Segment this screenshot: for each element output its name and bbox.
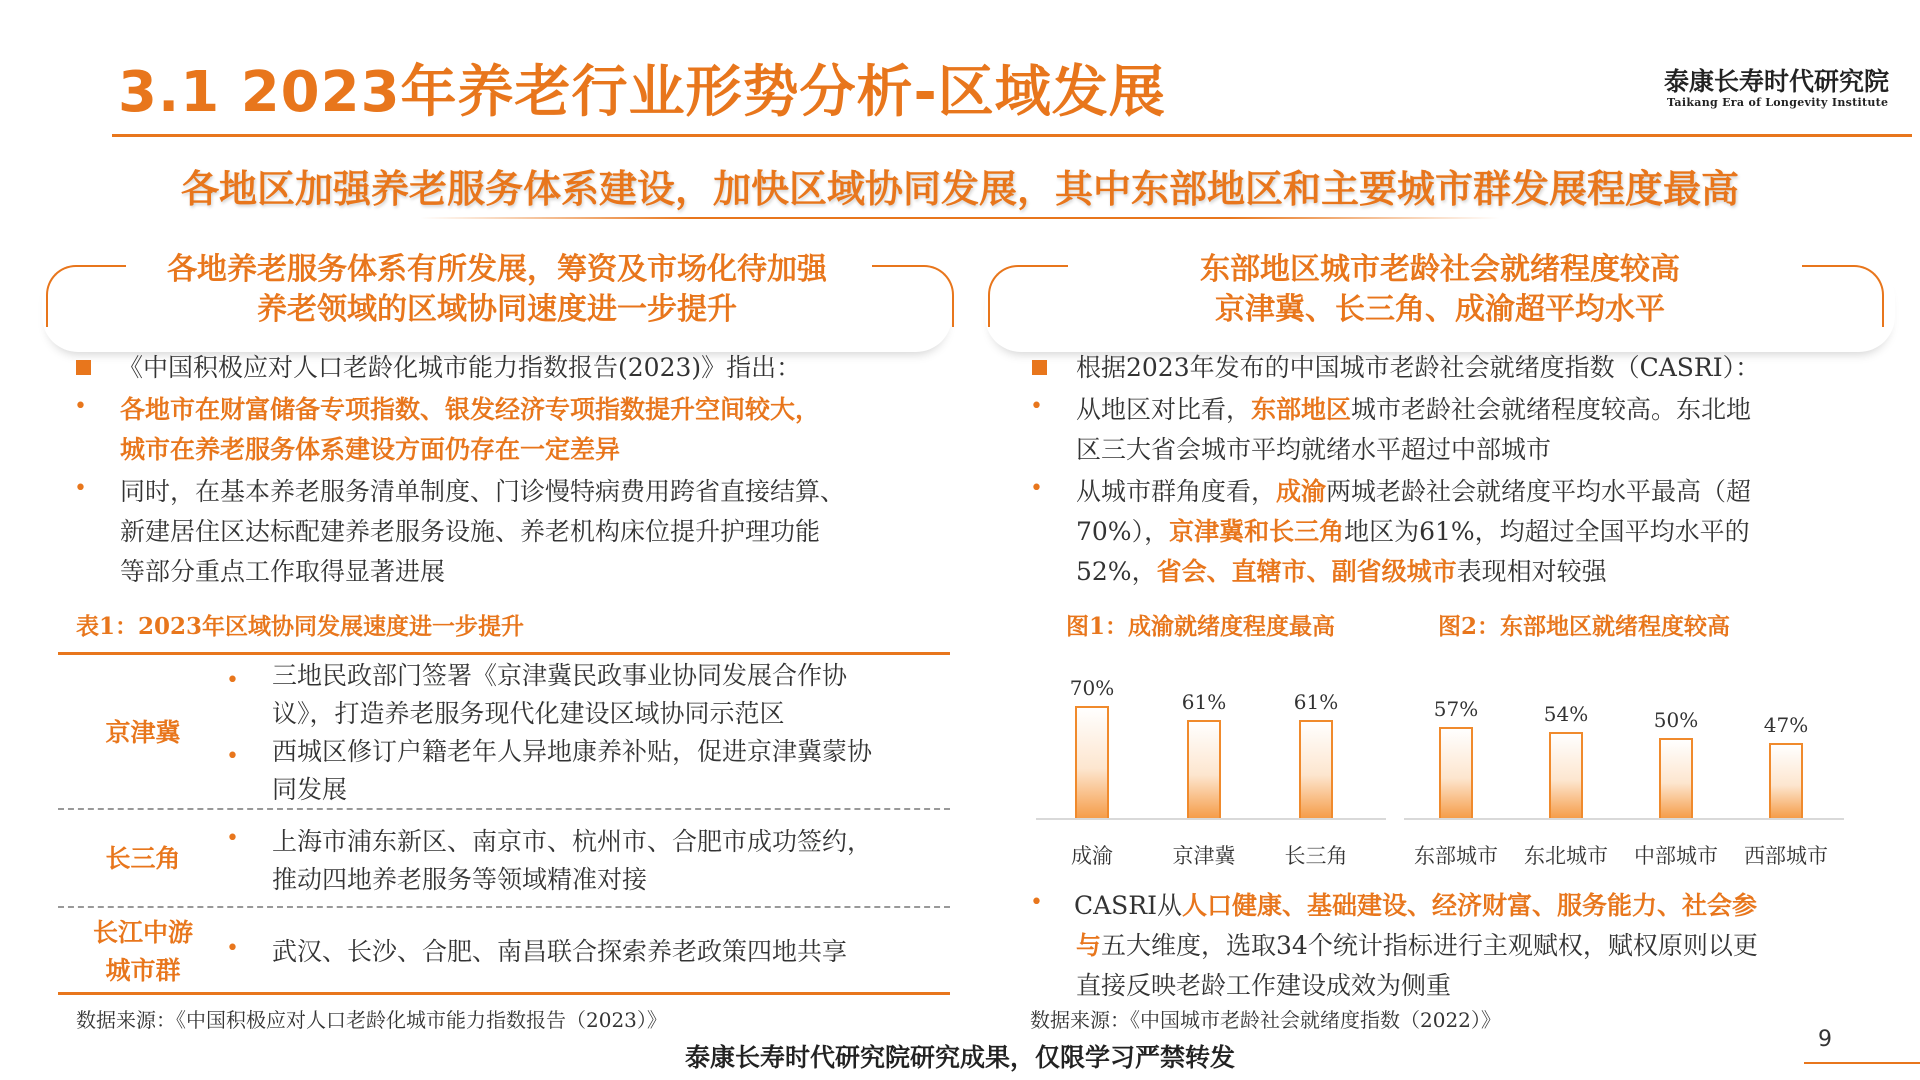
- headline: 各地区加强养老服务体系建设，加快区域协同发展，其中东部地区和主要城市群发展程度最高: [180, 167, 1739, 211]
- left-intro: 《中国积极应对人口老龄化城市能力指数报告(2023)》指出：: [118, 353, 802, 382]
- table-cell-line: 上海市浦东新区、南京市、杭州市、合肥市成功签约，: [272, 827, 873, 856]
- right-source: 数据来源：《中国城市老龄社会就绪度指数（2022）》: [1030, 1008, 1501, 1032]
- bullet-dot-icon: •: [1030, 890, 1043, 915]
- table-row-label: 长三角: [105, 844, 181, 873]
- bar-value-label: 47%: [1763, 713, 1809, 737]
- table-cell-line: 推动四地养老服务等领域精准对接: [272, 865, 648, 894]
- text-run: 从地区对比看，: [1076, 395, 1252, 424]
- right-bullet1-line2: 区三大省会城市平均就绪水平超过中部城市: [1076, 435, 1552, 464]
- right-bullet2-line3: [1076, 552, 1607, 592]
- bar-category-label: 长三角: [1284, 844, 1348, 868]
- table-cell-line: 武汉、长沙、合肥、南昌联合探索养老政策四地共享: [272, 937, 848, 966]
- left-bullet2-line2: 新建居住区达标配建养老服务设施、养老机构床位提升护理功能: [120, 517, 821, 546]
- chart-baseline: [1404, 818, 1844, 820]
- right-bullet1-line1: [1076, 390, 1751, 430]
- title-underline: [112, 134, 1912, 137]
- headline-rule: [420, 217, 1500, 219]
- footer-note: 泰康长寿时代研究院研究成果，仅限学习严禁转发: [684, 1043, 1235, 1072]
- highlight-run: 京津冀和长三角: [1169, 517, 1345, 546]
- text-run: 城市老龄社会就绪程度较高。东北地: [1351, 395, 1752, 424]
- highlight-run: 东部地区: [1251, 395, 1352, 424]
- text-run: 两城老龄社会就绪度平均水平最高（超: [1326, 477, 1752, 506]
- text-run: 表现相对较强: [1456, 557, 1607, 586]
- table-cell-line: 同发展: [272, 775, 348, 804]
- bullet-dot-icon: •: [226, 826, 239, 851]
- text-run: 五大维度，选取34个统计指标进行主观赋权，赋权原则以更: [1101, 931, 1758, 960]
- left-bullet2-line3: 等部分重点工作取得显著进展: [120, 557, 446, 586]
- left-bullet1-line1: 各地市在财富储备专项指数、银发经济专项指数提升空间较大，: [120, 395, 821, 424]
- right-intro: 根据2023年发布的中国城市老龄社会就绪度指数（CASRI）：: [1076, 353, 1761, 382]
- highlight-run: 与: [1076, 931, 1102, 960]
- corner-rule: [1804, 1062, 1920, 1064]
- text-run: 70%），: [1076, 517, 1170, 546]
- right-section-title-1: 东部地区城市老龄社会就绪程度较高: [1200, 252, 1680, 287]
- bullet-dot-icon: •: [1030, 476, 1043, 501]
- left-section-title-1: 各地养老服务体系有所发展，筹资及市场化待加强: [167, 252, 827, 287]
- highlight-run: 人口健康、基础建设、经济财富、服务能力、社会参: [1182, 891, 1758, 920]
- logo-text-cn: 泰康长寿时代研究院: [1664, 67, 1890, 96]
- left-section-title-2: 养老领域的区域协同速度进一步提升: [257, 292, 737, 327]
- page-title: 3.1 2023年养老行业形势分析-区域发展: [118, 60, 1166, 125]
- text-run: CASRI从: [1074, 891, 1183, 920]
- bullet-dot-icon: •: [74, 476, 87, 501]
- bullet-dot-icon: •: [1030, 394, 1043, 419]
- table-row-label: 长江中游: [92, 918, 193, 947]
- chart-baseline: [1036, 818, 1386, 820]
- bar-东部城市: [1439, 727, 1473, 818]
- page-number: 9: [1818, 1027, 1832, 1052]
- right-bullet2-line2: [1076, 512, 1750, 552]
- left-source: 数据来源：《中国积极应对人口老龄化城市能力指数报告（2023）》: [76, 1008, 667, 1032]
- text-run: 52%，: [1076, 557, 1157, 586]
- bar-category-label: 东部城市: [1414, 844, 1498, 868]
- table-row-label: 城市群: [105, 956, 181, 985]
- highlight-run: 成渝: [1276, 477, 1327, 506]
- logo-text-en: Taikang Era of Longevity Institute: [1667, 96, 1889, 109]
- table-row-divider: [58, 808, 950, 810]
- bar-category-label: 成渝: [1071, 844, 1113, 868]
- bullet-dot-icon: •: [74, 394, 87, 419]
- bar-西部城市: [1769, 743, 1803, 818]
- bar-东北城市: [1549, 732, 1583, 818]
- left-bullet1-line2: 城市在养老服务体系建设方面仍存在一定差异: [120, 435, 621, 464]
- figure2-title: 图2：东部地区就绪程度较高: [1438, 613, 1731, 640]
- table-top-rule: [58, 652, 950, 655]
- bar-value-label: 50%: [1653, 708, 1699, 732]
- bar-category-label: 西部城市: [1744, 844, 1828, 868]
- bar-value-label: 54%: [1543, 702, 1589, 726]
- bar-value-label: 61%: [1181, 690, 1227, 714]
- table-row-divider: [58, 906, 950, 908]
- table-cell-line: 三地民政部门签署《京津冀民政事业协同发展合作协: [272, 661, 848, 690]
- chart-2: [1404, 640, 1844, 868]
- square-bullet-icon: [76, 360, 91, 375]
- bullet-dot-icon: •: [226, 668, 239, 693]
- bullet-dot-icon: •: [226, 936, 239, 961]
- right-bullet3-line3: 直接反映老龄工作建设成效为侧重: [1076, 971, 1452, 1000]
- left-bullet2-line1: 同时，在基本养老服务清单制度、门诊慢特病费用跨省直接结算、: [120, 477, 846, 506]
- text-run: 从城市群角度看，: [1076, 477, 1277, 506]
- bar-value-label: 61%: [1293, 690, 1339, 714]
- text-run: 地区为61%，均超过全国平均水平的: [1344, 517, 1750, 546]
- bar-category-label: 中部城市: [1634, 844, 1718, 868]
- bar-value-label: 70%: [1069, 676, 1115, 700]
- right-bullet3-line2: [1076, 926, 1758, 966]
- figure1-title: 图1：成渝就绪度程度最高: [1066, 613, 1336, 640]
- right-bullet3-line1: [1074, 886, 1757, 926]
- highlight-run: 省会、直辖市、副省级城市: [1156, 557, 1457, 586]
- table-cell-line: 议》，打造养老服务现代化建设区域协同示范区: [272, 699, 785, 728]
- bar-category-label: 京津冀: [1172, 844, 1236, 868]
- chart-1: [1036, 640, 1386, 868]
- square-bullet-icon: [1032, 360, 1047, 375]
- table-cell-line: 西城区修订户籍老年人异地康养补贴，促进京津冀蒙协: [272, 737, 873, 766]
- table-title: 表1：2023年区域协同发展速度进一步提升: [76, 613, 525, 640]
- bar-成渝: [1075, 706, 1109, 818]
- right-section-title-2: 京津冀、长三角、成渝超平均水平: [1215, 292, 1665, 327]
- bar-长三角: [1299, 720, 1333, 818]
- right-bullet2-line1: [1076, 472, 1751, 512]
- table-bottom-rule: [58, 992, 950, 995]
- bar-value-label: 57%: [1433, 697, 1479, 721]
- bar-京津冀: [1187, 720, 1221, 818]
- table-row-label: 京津冀: [105, 718, 181, 747]
- bar-category-label: 东北城市: [1524, 844, 1608, 868]
- bar-中部城市: [1659, 738, 1693, 818]
- bullet-dot-icon: •: [226, 744, 239, 769]
